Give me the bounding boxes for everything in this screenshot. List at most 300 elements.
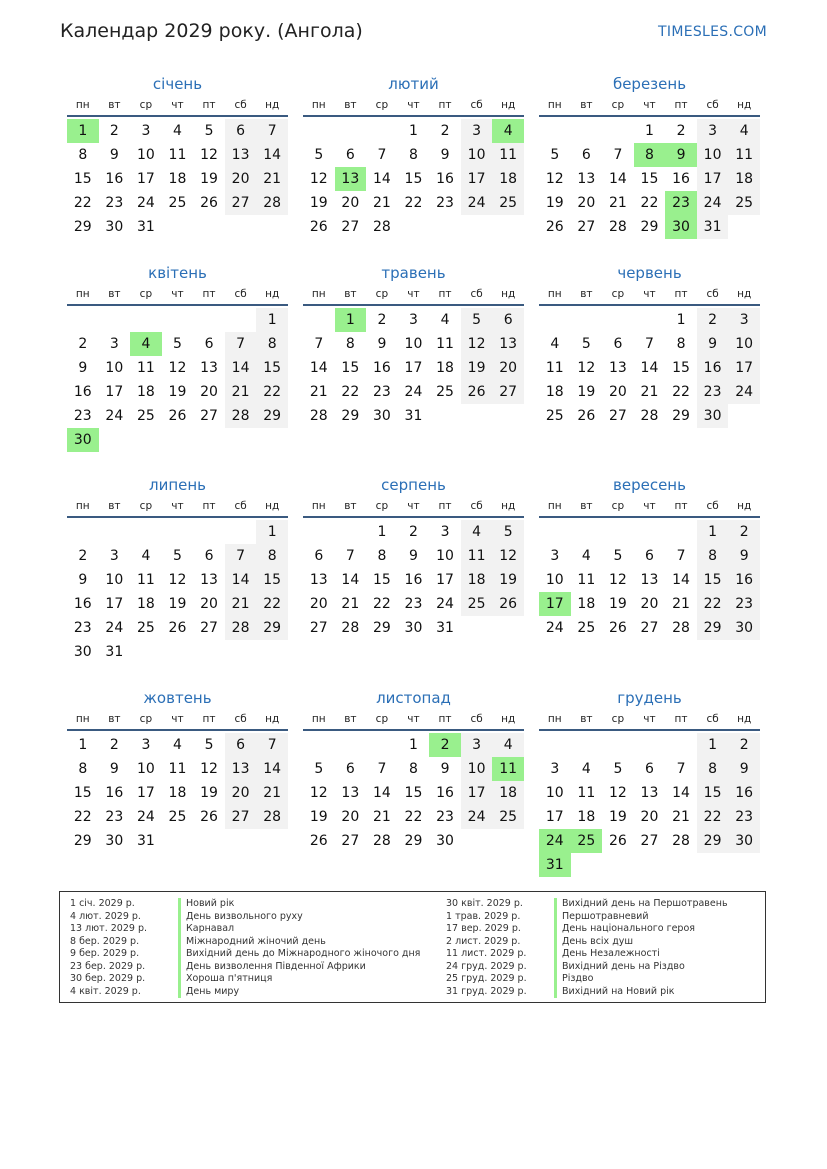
- legend-column-left: [70, 898, 420, 998]
- legend-row: [446, 898, 728, 911]
- weekday-label: нд: [501, 99, 516, 111]
- day-cell: 4: [173, 123, 182, 139]
- day-cell: 5: [173, 548, 182, 564]
- month-block: [303, 474, 524, 640]
- day-cell: 18: [577, 596, 596, 612]
- day-cell: 10: [697, 143, 729, 167]
- day-cell: 8: [409, 761, 418, 777]
- day-cell: 25: [436, 384, 454, 400]
- weekday-label: ср: [611, 713, 625, 725]
- legend-color-marker: [554, 911, 557, 924]
- day-cell: 23: [728, 805, 760, 829]
- holiday-day-cell: 13: [335, 167, 367, 191]
- day-cell: 18: [136, 596, 155, 612]
- day-cell: 13: [309, 572, 328, 588]
- day-cell: 13: [492, 332, 524, 356]
- month-block: [303, 73, 524, 239]
- legend-holiday-name: День національного героя: [562, 923, 695, 934]
- day-cell: 2: [697, 308, 729, 332]
- day-cell: 9: [409, 548, 418, 564]
- day-cell: 19: [608, 809, 627, 825]
- holiday-day-cell: 2: [429, 733, 461, 757]
- legend-color-marker: [554, 936, 557, 949]
- legend-holiday-name: Вихідний день на Різдво: [562, 960, 685, 972]
- day-cell: 1: [409, 123, 418, 139]
- legend-color-marker: [178, 923, 181, 936]
- weekday-label: пт: [438, 713, 452, 725]
- day-cell: 14: [608, 171, 627, 187]
- legend-row: [70, 911, 420, 924]
- day-cell: 11: [461, 544, 493, 568]
- month-block: [539, 474, 760, 640]
- day-cell: 13: [225, 757, 257, 781]
- legend-holiday-name: Карнавал: [186, 923, 235, 934]
- weekday-label: вт: [580, 288, 593, 300]
- weekday-label: чт: [171, 500, 184, 512]
- day-cell: 6: [204, 336, 214, 352]
- day-cell: 27: [309, 620, 328, 636]
- day-cell: 5: [173, 336, 182, 352]
- empty-cell: [571, 308, 603, 332]
- legend-row: [70, 898, 420, 911]
- legend-date: 4 квіт. 2029 р.: [70, 985, 141, 997]
- day-cell: 16: [672, 171, 690, 187]
- day-cell: 17: [461, 167, 493, 191]
- day-grid: [539, 733, 760, 877]
- day-cell: 5: [613, 761, 623, 777]
- day-cell: 17: [461, 781, 493, 805]
- day-cell: 18: [545, 384, 564, 400]
- day-cell: 1: [697, 733, 729, 757]
- day-cell: 13: [225, 143, 257, 167]
- day-cell: 28: [640, 408, 659, 424]
- day-cell: 24: [105, 620, 124, 636]
- weekday-label: вт: [108, 99, 121, 111]
- day-cell: 15: [372, 572, 391, 588]
- day-cell: 15: [404, 171, 423, 187]
- day-cell: 5: [314, 761, 324, 777]
- weekday-label: пн: [75, 500, 90, 512]
- legend-holiday-name: Вихідний день на Першотравень: [562, 898, 728, 909]
- empty-cell: [335, 733, 367, 757]
- weekday-label: вт: [580, 500, 593, 512]
- month-title: травень: [381, 264, 446, 282]
- weekday-label: пт: [202, 713, 216, 725]
- day-cell: 9: [78, 360, 88, 376]
- day-cell: 12: [608, 572, 627, 588]
- day-cell: 27: [640, 833, 659, 849]
- weekday-label: пт: [674, 99, 688, 111]
- legend-holiday-name: День миру: [186, 985, 240, 997]
- day-cell: 3: [109, 548, 119, 564]
- empty-cell: [602, 308, 634, 332]
- day-cell: 12: [461, 332, 493, 356]
- weekday-header: [67, 95, 288, 117]
- legend-date: 17 вер. 2029 р.: [446, 923, 521, 934]
- legend-color-marker: [554, 948, 557, 961]
- day-cell: 13: [200, 572, 218, 588]
- empty-cell: [634, 733, 666, 757]
- day-cell: 21: [225, 592, 257, 616]
- legend-row: [446, 936, 728, 949]
- day-cell: 28: [225, 404, 257, 428]
- day-cell: 11: [728, 143, 760, 167]
- empty-cell: [303, 733, 335, 757]
- day-cell: 20: [225, 167, 257, 191]
- weekday-label: чт: [643, 99, 656, 111]
- day-cell: 22: [697, 592, 729, 616]
- day-cell: 26: [309, 833, 328, 849]
- empty-cell: [99, 520, 131, 544]
- legend-color-marker: [554, 973, 557, 986]
- day-cell: 6: [345, 761, 355, 777]
- legend-holiday-name: День Незалежності: [562, 948, 660, 959]
- weekday-label: ср: [375, 288, 389, 300]
- weekday-label: нд: [265, 713, 280, 725]
- day-cell: 28: [372, 219, 391, 235]
- legend-date: 2 лист. 2029 р.: [446, 935, 521, 947]
- weekday-header: [539, 709, 760, 731]
- day-cell: 31: [136, 833, 155, 849]
- empty-cell: [571, 733, 603, 757]
- holiday-day-cell: 17: [539, 592, 571, 616]
- day-cell: 27: [608, 408, 627, 424]
- day-cell: 13: [200, 360, 218, 376]
- day-cell: 30: [728, 829, 760, 853]
- day-cell: 29: [256, 404, 288, 428]
- holiday-day-cell: 4: [130, 332, 162, 356]
- day-cell: 14: [225, 356, 257, 380]
- day-cell: 15: [697, 781, 729, 805]
- empty-cell: [303, 119, 335, 143]
- day-cell: 16: [436, 785, 454, 801]
- day-cell: 22: [404, 809, 423, 825]
- day-cell: 31: [404, 408, 423, 424]
- weekday-label: чт: [171, 713, 184, 725]
- day-cell: 10: [105, 360, 124, 376]
- legend-row: [446, 948, 728, 961]
- day-cell: 23: [404, 596, 423, 612]
- weekday-label: нд: [737, 288, 752, 300]
- day-cell: 23: [73, 408, 92, 424]
- weekday-label: сб: [470, 713, 483, 725]
- day-cell: 7: [377, 761, 387, 777]
- day-cell: 30: [697, 404, 729, 428]
- day-cell: 17: [697, 167, 729, 191]
- day-cell: 15: [73, 171, 92, 187]
- empty-cell: [99, 308, 131, 332]
- day-cell: 8: [676, 336, 686, 352]
- weekday-label: сб: [706, 288, 719, 300]
- day-cell: 18: [168, 171, 187, 187]
- day-cell: 7: [225, 544, 257, 568]
- day-cell: 12: [608, 785, 627, 801]
- legend-holiday-name: День всіх душ: [562, 935, 634, 947]
- day-cell: 14: [341, 572, 360, 588]
- empty-cell: [665, 520, 697, 544]
- day-cell: 30: [105, 219, 124, 235]
- legend-holiday-name: День визвольного руху: [186, 910, 303, 922]
- day-cell: 21: [309, 384, 328, 400]
- weekday-label: пт: [202, 500, 216, 512]
- day-cell: 16: [404, 572, 423, 588]
- day-cell: 21: [341, 596, 360, 612]
- weekday-label: ср: [139, 713, 153, 725]
- day-cell: 19: [309, 809, 328, 825]
- day-cell: 4: [728, 119, 760, 143]
- weekday-label: вт: [580, 99, 593, 111]
- day-cell: 10: [136, 761, 155, 777]
- month-title: лютий: [388, 75, 439, 93]
- day-cell: 1: [256, 308, 288, 332]
- day-cell: 23: [105, 809, 124, 825]
- day-cell: 11: [492, 143, 524, 167]
- empty-cell: [162, 520, 194, 544]
- day-cell: 26: [200, 195, 218, 211]
- weekday-header: [67, 709, 288, 731]
- weekday-label: ср: [611, 99, 625, 111]
- legend-column-right: [446, 898, 728, 998]
- empty-cell: [634, 520, 666, 544]
- day-cell: 24: [136, 195, 155, 211]
- day-cell: 27: [225, 191, 257, 215]
- day-cell: 28: [372, 833, 391, 849]
- day-cell: 9: [78, 572, 88, 588]
- legend-holiday-name: Вихідний день до Міжнародного жіночого дня: [186, 948, 421, 959]
- month-title: жовтень: [143, 689, 212, 707]
- weekday-label: пт: [674, 500, 688, 512]
- month-title: вересень: [613, 476, 686, 494]
- day-cell: 4: [492, 733, 524, 757]
- day-cell: 2: [728, 733, 760, 757]
- day-cell: 21: [225, 380, 257, 404]
- day-cell: 6: [225, 733, 257, 757]
- weekday-label: нд: [265, 288, 280, 300]
- day-cell: 31: [136, 219, 155, 235]
- day-cell: 14: [672, 785, 690, 801]
- page-title: Календар 2029 року. (Ангола): [60, 20, 363, 42]
- day-cell: 15: [697, 568, 729, 592]
- day-grid: [303, 733, 524, 853]
- weekday-label: нд: [737, 500, 752, 512]
- day-cell: 8: [697, 757, 729, 781]
- day-cell: 3: [461, 119, 493, 143]
- month-block: [67, 73, 288, 239]
- day-cell: 5: [613, 548, 623, 564]
- legend-date: 30 бер. 2029 р.: [70, 973, 146, 984]
- weekday-header: [303, 709, 524, 731]
- day-cell: 2: [377, 312, 387, 328]
- day-cell: 20: [309, 596, 328, 612]
- day-cell: 5: [492, 520, 524, 544]
- day-cell: 28: [256, 191, 288, 215]
- day-cell: 23: [73, 620, 92, 636]
- day-cell: 10: [136, 147, 155, 163]
- empty-cell: [539, 520, 571, 544]
- weekday-label: пн: [547, 288, 562, 300]
- day-cell: 3: [440, 524, 450, 540]
- month-title: квітень: [148, 264, 207, 282]
- legend-holiday-name: Міжнародний жіночий день: [186, 935, 326, 947]
- day-cell: 19: [200, 171, 218, 187]
- weekday-label: чт: [643, 500, 656, 512]
- weekday-label: нд: [737, 713, 752, 725]
- day-cell: 27: [492, 380, 524, 404]
- empty-cell: [539, 119, 571, 143]
- day-cell: 22: [256, 380, 288, 404]
- weekday-label: пн: [311, 713, 326, 725]
- weekday-label: сб: [470, 500, 483, 512]
- day-cell: 24: [136, 809, 155, 825]
- day-cell: 28: [309, 408, 328, 424]
- day-cell: 20: [640, 809, 659, 825]
- day-cell: 8: [256, 332, 288, 356]
- weekday-label: ср: [139, 500, 153, 512]
- empty-cell: [193, 308, 225, 332]
- empty-cell: [634, 308, 666, 332]
- holiday-day-cell: 1: [67, 119, 99, 143]
- day-cell: 11: [136, 360, 155, 376]
- empty-cell: [665, 733, 697, 757]
- day-cell: 23: [436, 195, 454, 211]
- day-cell: 7: [676, 761, 686, 777]
- holiday-day-cell: 30: [665, 215, 697, 239]
- weekday-label: сб: [470, 288, 483, 300]
- empty-cell: [335, 520, 367, 544]
- month-title: січень: [152, 75, 203, 93]
- day-cell: 1: [409, 737, 418, 753]
- day-cell: 16: [105, 785, 124, 801]
- day-cell: 29: [404, 833, 423, 849]
- day-cell: 19: [608, 596, 627, 612]
- weekday-header: [303, 284, 524, 306]
- weekday-label: вт: [580, 713, 593, 725]
- day-cell: 27: [200, 408, 218, 424]
- day-cell: 25: [728, 191, 760, 215]
- day-cell: 28: [256, 805, 288, 829]
- empty-cell: [193, 520, 225, 544]
- day-cell: 11: [436, 336, 454, 352]
- holiday-day-cell: 1: [335, 308, 367, 332]
- day-cell: 19: [461, 356, 493, 380]
- day-cell: 22: [372, 596, 391, 612]
- weekday-label: ср: [375, 713, 389, 725]
- day-cell: 3: [550, 548, 560, 564]
- empty-cell: [130, 308, 162, 332]
- weekday-label: вт: [344, 500, 357, 512]
- day-cell: 20: [341, 809, 360, 825]
- day-cell: 20: [608, 384, 627, 400]
- day-cell: 18: [436, 360, 454, 376]
- empty-cell: [602, 733, 634, 757]
- day-cell: 28: [672, 620, 690, 636]
- day-cell: 26: [608, 833, 627, 849]
- month-block: [539, 73, 760, 239]
- weekday-label: нд: [737, 99, 752, 111]
- day-cell: 16: [105, 171, 124, 187]
- empty-cell: [67, 520, 99, 544]
- day-cell: 17: [545, 809, 564, 825]
- day-grid: [539, 520, 760, 640]
- day-cell: 24: [697, 191, 729, 215]
- weekday-header: [67, 284, 288, 306]
- weekday-label: вт: [344, 713, 357, 725]
- weekday-label: сб: [234, 500, 247, 512]
- weekday-header: [539, 95, 760, 117]
- weekday-label: пн: [311, 500, 326, 512]
- day-cell: 20: [341, 195, 360, 211]
- weekday-label: сб: [234, 713, 247, 725]
- weekday-label: вт: [344, 288, 357, 300]
- legend-holiday-name: Хороша п'ятниця: [186, 973, 273, 984]
- day-cell: 22: [672, 384, 690, 400]
- day-cell: 11: [168, 147, 187, 163]
- day-cell: 6: [204, 548, 214, 564]
- weekday-label: ср: [139, 99, 153, 111]
- day-cell: 26: [168, 408, 187, 424]
- day-cell: 8: [377, 548, 387, 564]
- day-cell: 2: [440, 123, 450, 139]
- day-cell: 30: [404, 620, 423, 636]
- legend-holiday-name: Вихідний на Новий рік: [562, 985, 675, 997]
- weekday-label: ср: [375, 500, 389, 512]
- day-cell: 29: [73, 219, 92, 235]
- day-cell: 16: [728, 781, 760, 805]
- legend-row: [446, 961, 728, 974]
- day-cell: 10: [545, 785, 564, 801]
- day-cell: 6: [581, 147, 591, 163]
- day-cell: 26: [577, 408, 596, 424]
- empty-cell: [303, 520, 335, 544]
- holiday-day-cell: 23: [665, 191, 697, 215]
- legend-row: [446, 911, 728, 924]
- month-block: [67, 262, 288, 452]
- day-cell: 22: [73, 195, 92, 211]
- holiday-day-cell: 30: [67, 428, 99, 452]
- day-cell: 25: [136, 620, 155, 636]
- legend-date: 30 квіт. 2029 р.: [446, 898, 523, 909]
- day-cell: 6: [225, 119, 257, 143]
- site-link[interactable]: TIMESLES.COM: [658, 24, 767, 40]
- day-cell: 25: [492, 191, 524, 215]
- day-cell: 7: [225, 332, 257, 356]
- month-block: [539, 262, 760, 428]
- weekday-label: нд: [265, 99, 280, 111]
- day-cell: 4: [581, 548, 591, 564]
- day-cell: 25: [545, 408, 564, 424]
- day-cell: 26: [200, 809, 218, 825]
- month-block: [539, 687, 760, 877]
- weekday-label: ср: [611, 500, 625, 512]
- day-cell: 14: [225, 568, 257, 592]
- month-title: червень: [617, 264, 682, 282]
- day-cell: 11: [577, 785, 596, 801]
- legend-color-marker: [554, 923, 557, 936]
- weekday-label: пн: [75, 99, 90, 111]
- legend-color-marker: [178, 986, 181, 999]
- day-cell: 12: [309, 171, 328, 187]
- day-cell: 10: [545, 572, 564, 588]
- month-block: [67, 687, 288, 853]
- legend-row: [70, 961, 420, 974]
- weekday-label: пт: [202, 288, 216, 300]
- day-cell: 20: [577, 195, 596, 211]
- month-block: [303, 262, 524, 428]
- day-cell: 19: [309, 195, 328, 211]
- day-cell: 21: [256, 781, 288, 805]
- day-cell: 25: [492, 805, 524, 829]
- day-cell: 9: [440, 147, 450, 163]
